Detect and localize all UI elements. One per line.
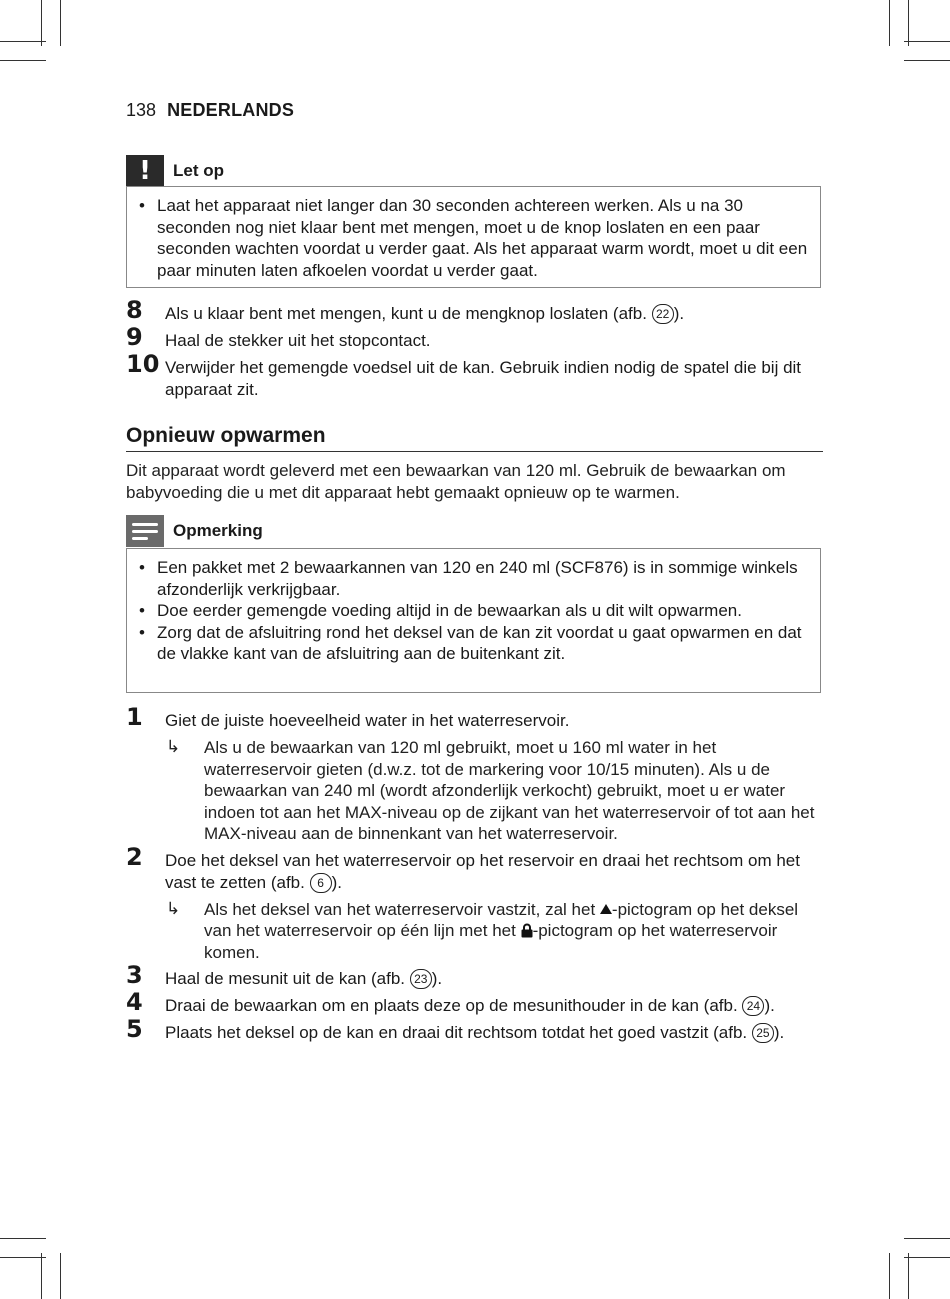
list-item: • Een pakket met 2 bewaarkannen van 120 en 240 ml (SCF876) is in sommige winkels afzonderlijk verkrijgbaar.: [139, 558, 798, 599]
list-item: • Zorg dat de afsluitring rond het deksel van de kan zit voordat u gaat opwarmen en dat de vlakke kant van de afsluitring aan de buitenkant zit.: [139, 622, 802, 663]
figure-reference: 23: [410, 969, 432, 989]
crop-mark: [0, 1238, 46, 1239]
figure-reference: 6: [310, 873, 332, 893]
step-item: 10 Verwijder het gemengde voedsel uit de kan. Gebruik indien nodig de spatel die bij dit apparaat zit.: [126, 350, 802, 399]
step-number: 4: [126, 988, 143, 1016]
step-item: 1 Giet de juiste hoeveelheid water in het waterreservoir.: [126, 703, 570, 731]
step-number: 2: [126, 842, 143, 871]
step-item: 2 Doe het deksel van het waterreservoir op het reservoir en draai het rechtsom om het vast te zetten (afb. 6 ).: [126, 842, 800, 892]
crop-mark: [908, 1253, 909, 1299]
steps-list-a: [126, 296, 826, 401]
step-number: 3: [126, 961, 143, 989]
crop-mark: [904, 41, 950, 42]
crop-mark: [908, 0, 909, 46]
step-item: 8 Als u klaar bent met mengen, kunt u de mengknop loslaten (afb. 22 ).: [126, 296, 685, 324]
step-result: ↳ Als het deksel van het waterreservoir vastzit, zal het -pictogram op het deksel van het waterreservoir op één lijn met het -pictogram op het waterreservoir komen.: [166, 898, 799, 962]
crop-mark: [904, 1238, 950, 1239]
list-item: • Laat het apparaat niet langer dan 30 seconden achtereen werken. Als u na 30 seconden nog niet klaar bent met mengen, moet u de knop loslaten en een paar seconden wachten voordat u verder gaat. Als het apparaat warm wordt, moet u dit een paar minuten laten afkoelen voordat u verder gaat.: [139, 196, 808, 280]
note-box: [126, 548, 821, 693]
note-label: Opmerking: [173, 521, 263, 540]
language-title: NEDERLANDS: [167, 100, 295, 120]
crop-mark: [41, 0, 42, 46]
crop-mark: [0, 1257, 46, 1258]
section-intro: Dit apparaat wordt geleverd met een bewaarkan van 120 ml. Gebruik de bewaarkan om babyvoeding die u met dit apparaat hebt gemaakt opnieuw op te warmen.: [126, 461, 786, 502]
note-heading: [126, 515, 263, 547]
crop-mark: [60, 0, 61, 46]
caution-label: Let op: [173, 161, 224, 180]
crop-mark: [60, 1253, 61, 1299]
lock-icon: [521, 923, 533, 938]
figure-reference: 22: [652, 304, 674, 324]
figure-reference: 25: [752, 1023, 774, 1043]
step-number: 1: [126, 703, 143, 731]
exclamation-icon: !: [126, 155, 164, 187]
crop-mark: [0, 41, 46, 42]
crop-mark: [904, 60, 950, 61]
page-number: 138: [126, 100, 157, 120]
section-title: Opnieuw opwarmen: [126, 424, 823, 452]
step-number: 10: [126, 350, 160, 378]
step-item: 3 Haal de mesunit uit de kan (afb. 23 ).: [126, 961, 443, 989]
crop-mark: [41, 1253, 42, 1299]
crop-mark: [0, 60, 46, 61]
crop-mark: [889, 0, 890, 46]
step-result: ↳ Als u de bewaarkan van 120 ml gebruikt, moet u 160 ml water in het waterreservoir gieten (d.w.z. tot de markering voor 10/15 minuten). Als u de bewaarkan van 240 ml (wordt afzonderlijk verkocht) gebruikt, moet u er water indoen tot aan het MAX-niveau op de zijkant van het waterreservoir of tot aan het MAX-niveau aan de binnenkant van het waterreservoir.: [166, 737, 815, 843]
step-item: 4 Draai de bewaarkan om en plaats deze op de mesunithouder in de kan (afb. 24 ).: [126, 988, 775, 1016]
result-arrow-icon: ↳: [166, 737, 181, 757]
step-item: 9 Haal de stekker uit het stopcontact.: [126, 323, 431, 351]
steps-list-b: [126, 703, 826, 1044]
crop-mark: [889, 1253, 890, 1299]
step-number: 5: [126, 1015, 143, 1043]
step-item: 5 Plaats het deksel op de kan en draai dit rechtsom totdat het goed vastzit (afb. 25 ).: [126, 1015, 785, 1043]
triangle-up-icon: [600, 904, 612, 914]
caution-box: [126, 186, 821, 288]
list-item: • Doe eerder gemengde voeding altijd in de bewaarkan als u dit wilt opwarmen.: [139, 601, 742, 620]
page-header: [126, 100, 294, 121]
crop-mark: [904, 1257, 950, 1258]
step-number: 9: [126, 323, 143, 351]
figure-reference: 24: [742, 996, 764, 1016]
note-lines-icon: [126, 515, 164, 547]
result-arrow-icon: ↳: [166, 898, 181, 919]
caution-heading: [126, 155, 224, 187]
step-number: 8: [126, 296, 143, 324]
